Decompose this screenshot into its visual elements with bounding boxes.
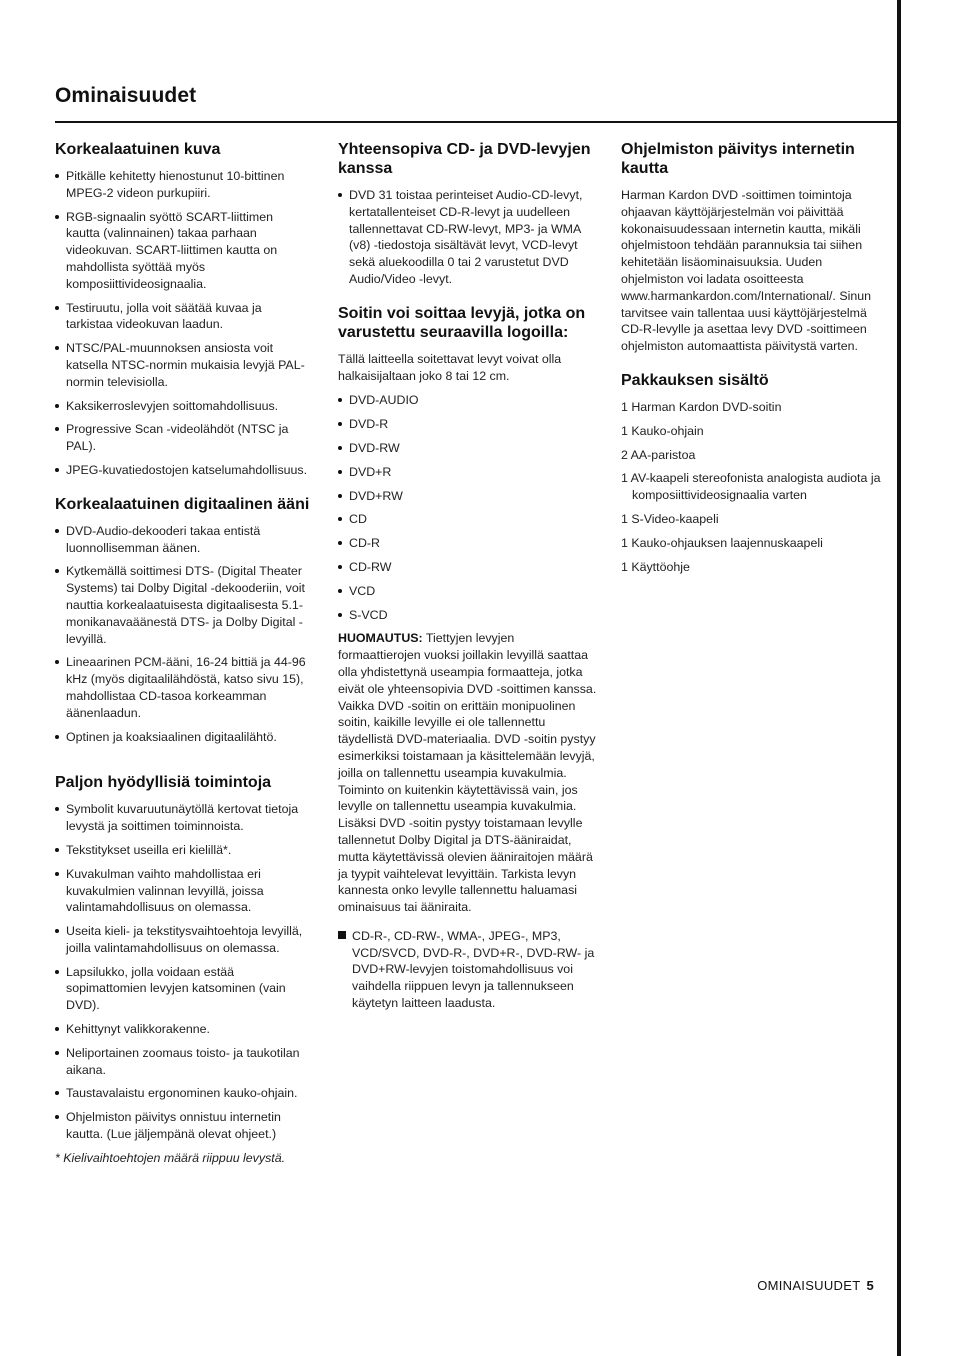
list-item: Ohjelmiston päivitys onnistuu internetin kautta. (Lue jäljempänä olevat ohjeet.) xyxy=(55,1109,310,1143)
notice-label: HUOMAUTUS: xyxy=(338,631,423,646)
list-item: Symbolit kuvaruutunäytöllä kertovat tietoja levystä ja soittimen toiminnoista. xyxy=(55,801,310,835)
functions-list xyxy=(55,801,310,1143)
heading-logos: Soitin voi soittaa levyjä, jotka on varustettu seuraavilla logoilla: xyxy=(338,304,586,341)
heading-picture-quality: Korkealaatuinen kuva xyxy=(55,141,221,158)
column-left xyxy=(55,140,310,1167)
format-item: DVD-R xyxy=(338,416,598,433)
square-note xyxy=(338,928,598,1012)
page-footer xyxy=(757,1278,874,1293)
notice-text: Tiettyjen levyjen formaattierojen vuoksi joillakin levyillä saattaa olla yhdistettynä useampia formaatteja, jotka eivät ole yhteensopivia DVD -soittimen kanssa. Vaikka DVD -soitin on erittäin monipuolinen soitin, kaikille levyille ei ole tallennettu täydellistä DVD-materiaalia. DVD -soitin pystyy esimerkiksi toistamaan ja käsittelemään levyjä, joilla on tallennettu useampia kuvakulmia. Toiminto on kuitenkin käytettävissä vain, jos levylle on tallennettu useampia kuvakulmia. Lisäksi DVD -soitin pystyy toistamaan levylle tallennetut Dolby Digital ja DTS-ääniraidat, mutta käytettävissä olevien ääniraitojen määrä ja tyypit vaihtelevat levyittäin. Tarkista levyn kannesta onko levylle tallennettu haluamasi ominaisuus tai ääniraita. xyxy=(338,631,597,915)
package-contents-list xyxy=(621,399,881,575)
list-item: 2 AA-paristoa xyxy=(621,447,696,462)
list-item: Testiruutu, jolla voit säätää kuvaa ja tarkistaa videokuvan laadun. xyxy=(55,300,310,334)
list-item: 1 AV-kaapeli stereofonista analogista audiota ja komposiittivideosignaalia varten xyxy=(621,471,881,503)
list-item: Kehittynyt valikkorakenne. xyxy=(55,1021,310,1038)
picture-features-list xyxy=(55,168,310,479)
column-right xyxy=(621,140,881,582)
format-item: DVD-AUDIO xyxy=(338,392,598,409)
formats-list xyxy=(338,392,598,623)
list-item: Taustavalaistu ergonominen kauko-ohjain. xyxy=(55,1085,310,1102)
list-item: NTSC/PAL-muunnoksen ansiosta voit katsella NTSC-normin mukaisia levyjä PAL-normin televisiolla. xyxy=(55,340,310,390)
list-item: Progressive Scan -videolähdöt (NTSC ja PAL). xyxy=(55,421,310,455)
square-note-text: CD-R-, CD-RW-, WMA-, JPEG-, MP3, VCD/SVCD, DVD-R-, DVD+R-, DVD-RW- ja DVD+RW-levyjen toistomahdollisuus voi vaihdella riippuen levyn ja tallennukseen käytetyn laitteen laadusta. xyxy=(352,928,595,1011)
column-middle xyxy=(338,140,598,1012)
format-item: CD xyxy=(338,511,598,528)
list-item: Lapsilukko, jolla voidaan estää sopimattomien levyjen katsominen (vain DVD). xyxy=(55,964,310,1014)
page-edge-bar xyxy=(897,0,901,1356)
list-item: Pitkälle kehitetty hienostunut 10-bittinen MPEG-2 videon purkupiiri. xyxy=(55,168,310,202)
list-item: RGB-signaalin syöttö SCART-liittimen kautta (valinnainen) takaa parhaan videokuvan. SCART-liittimen kautta on mahdollista syöttää myös komposiittivideosignaalia. xyxy=(55,209,310,293)
page-title: Ominaisuudet xyxy=(55,84,197,107)
square-bullet-icon xyxy=(338,931,346,939)
title-rule xyxy=(55,121,897,123)
software-update-text: Harman Kardon DVD -soittimen toimintoja ohjaavan käyttöjärjestelmän voi päivittää kokonaisuudessaan internetin kautta, mikäli ohjelmistoon tehdään parannuksia tai siihen kehitetään lisäominaisuuksia. Uuden ohjelmiston voi ladata osoitteesta www.harmankardon.com/International/. Sinun tarvitsee vain tallentaa uusi käyttöjärjestelmä CD-R-levylle ja asettaa levy DVD -soittimeen ohjelmiston automaattista päivitystä varten. xyxy=(621,188,872,354)
disc-size-intro: Tällä laitteella soitettavat levyt voivat olla halkaisijaltaan joko 8 tai 12 cm. xyxy=(338,351,562,383)
list-item: 1 Käyttöohje xyxy=(621,559,690,574)
footer-section-label: OMINAISUUDET xyxy=(757,1278,861,1293)
format-item: DVD+R xyxy=(338,464,598,481)
list-item: 1 Kauko-ohjauksen laajennuskaapeli xyxy=(621,535,823,550)
list-item: Useita kieli- ja tekstitysvaihtoehtoja levyillä, joilla valintamahdollisuus on olemassa. xyxy=(55,923,310,957)
list-item: JPEG-kuvatiedostojen katselumahdollisuus. xyxy=(55,462,310,479)
list-item: 1 Harman Kardon DVD-soitin xyxy=(621,399,782,414)
list-item: Kuvakulman vaihto mahdollistaa eri kuvakulmien valinnan levyillä, joissa valintamahdollisuus on olemassa. xyxy=(55,866,310,916)
list-item: Optinen ja koaksiaalinen digitaalilähtö. xyxy=(55,729,310,746)
audio-features-list xyxy=(55,523,310,746)
notice-paragraph xyxy=(338,630,598,916)
list-item: DVD 31 toistaa perinteiset Audio-CD-levyt, kertatallenteiset CD-R-levyt ja uudelleen tallennettavat CD-RW-levyt, MP3- ja WMA (v8) -tiedostoja sisältävät levyt, VCD-levyt sekä aluekoodilla 0 tai 2 varustetut DVD Audio/Video -levyt. xyxy=(338,187,598,288)
list-item: 1 S-Video-kaapeli xyxy=(621,511,719,526)
format-item: DVD+RW xyxy=(338,488,598,505)
format-item: CD-RW xyxy=(338,559,598,576)
page-number: 5 xyxy=(866,1278,874,1293)
heading-package-contents: Pakkauksen sisältö xyxy=(621,371,769,389)
list-item: DVD-Audio-dekooderi takaa entistä luonnollisemman äänen. xyxy=(55,523,310,557)
footnote-languages: * Kielivaihtoehtojen määrä riippuu levystä. xyxy=(55,1150,286,1165)
list-item: Lineaarinen PCM-ääni, 16-24 bittiä ja 44-96 kHz (myös digitaalilähdöstä, katso sivu 15), mahdollistaa CD-tasoa korkeamman äänenlaadun. xyxy=(55,654,310,721)
compatibility-list xyxy=(338,187,598,288)
format-item: S-VCD xyxy=(338,607,598,624)
format-item: VCD xyxy=(338,583,598,600)
heading-useful-functions: Paljon hyödyllisiä toimintoja xyxy=(55,774,272,792)
list-item: Neliportainen zoomaus toisto- ja taukotilan aikana. xyxy=(55,1045,310,1079)
list-item: Kytkemällä soittimesi DTS- (Digital Theater Systems) tai Dolby Digital -dekooderiin, voit nauttia korkealaatuisesta digitaalisesta 5.1-monikanavaäänestä DTS- ja Dolby Digital -levyillä. xyxy=(55,563,310,647)
list-item: Kaksikerroslevyjen soittomahdollisuus. xyxy=(55,398,310,415)
heading-digital-audio: Korkealaatuinen digitaalinen ääni xyxy=(55,495,310,513)
heading-software-update: Ohjelmiston päivitys internetin kautta xyxy=(621,141,855,177)
list-item: 1 Kauko-ohjain xyxy=(621,423,704,438)
format-item: CD-R xyxy=(338,535,598,552)
heading-compatibility: Yhteensopiva CD- ja DVD-levyjen kanssa xyxy=(338,141,591,177)
format-item: DVD-RW xyxy=(338,440,598,457)
list-item: Tekstitykset useilla eri kielillä*. xyxy=(55,842,310,859)
